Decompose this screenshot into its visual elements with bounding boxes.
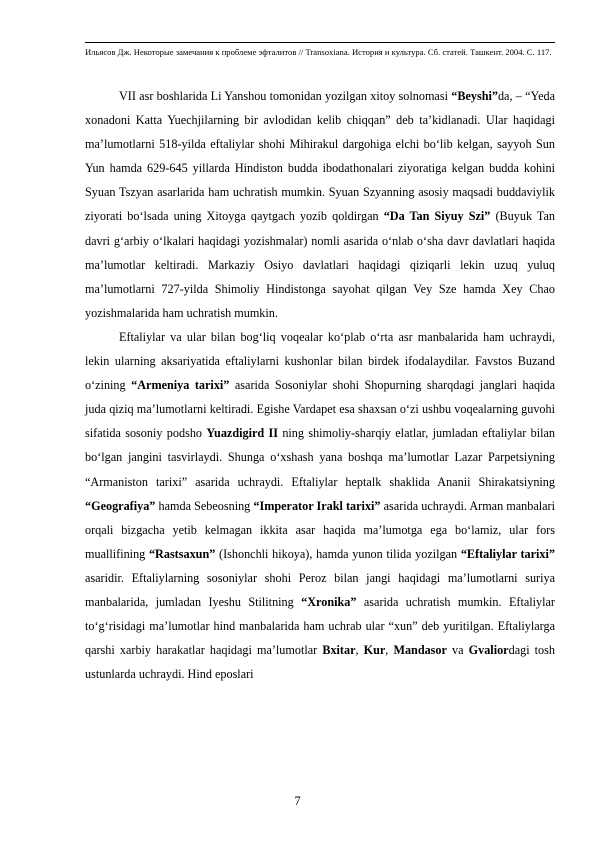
text-run: , bbox=[385, 643, 394, 658]
text-run: (Buyuk Tan davri gʻarbiy oʻlkalari haqidagi yozishmalar) nomli asarida oʻnlab oʻsha davr davlatlari haqida maʼlumotlar keltiradi. Markaziy Osiyo davlatlari haqidagi qiziqarli lekin uzuq yuluq maʼlumotlarni 727-yilda Shimoliy Hindistonga sayohat qilgan Vey Sze hamda Xey Chao yozishmalarida ham uchratish mumkin. bbox=[85, 209, 555, 320]
bold-run: Bxitar bbox=[322, 643, 356, 658]
bold-run: “Da Tan Siyuy Szi” bbox=[383, 209, 491, 224]
bold-run: “Armeniya tarixi” bbox=[131, 378, 230, 393]
text-run: va bbox=[446, 643, 469, 658]
text-run: da, – “Yeda xonadoni Katta Yuechjilarning bir avlodidan kelib chiqqan” deb taʼkidlanadi. Ular haqidagi maʼlumotlarni 518-yilda eftaliylar shohi Mihirakul dargohiga elchi boʻlib kelgan, sayyoh Sun Yun hamda 629-645 yillarda Hindiston budda ibodathonalari ziyoratiga kelgan budda kohini Syuan Tszyan asarlarida ham uchratish mumkin. Syuan Szyanning asosiy maqsadi buddaviylik ziyorati boʻlsada uning Xitoyga qaytgach yozib qoldirgan bbox=[85, 89, 555, 224]
text-run: asarida uchratish mumkin. Eftaliylar toʻgʻrisidagi maʼlumotlar hind manbalarida ham uchrab ular “xun” deb yuritilgan. Eftaliylarga qarshi xarbiy harakatlar haqidagi maʼlumotlar bbox=[85, 594, 555, 658]
text-run: asaridir. Eftaliylarning sosoniylar shohi Peroz bilan jangi haqidagi maʼlumotlarni suriya manbalarida, jumladan Iyeshu Stilitning bbox=[85, 570, 555, 609]
bold-run: Kur bbox=[363, 643, 386, 658]
bold-run: “Beyshi” bbox=[451, 89, 498, 103]
page-number: 7 bbox=[294, 794, 301, 808]
footnote-separator bbox=[85, 42, 555, 43]
text-run: asarida uchraydi. Arman manbalari orqali bizgacha yetib kelmagan ikkita asar haqida maʼlumotga ega boʻlamiz, ular fors muallifining bbox=[85, 498, 556, 561]
bold-run: Mandasor bbox=[393, 643, 447, 658]
bold-run: “Eftaliylar tarixi” bbox=[460, 546, 555, 561]
text-run: ning shimoliy-sharqiy elatlar, jumladan eftaliylar bilan boʻlgan jangini tasvirlaydi. Shunga oʻxshash yana boshqa maʼlumotlar Lazar Parpetsiyning “Armaniston tarixi” asarida uchraydi. Eftaliylar heptalk shaklida Ananii Shirakatsiyning bbox=[85, 426, 555, 489]
paragraph-1 bbox=[85, 84, 555, 325]
bold-run: Yuazdigird II bbox=[206, 426, 278, 441]
text-run: (Ishonchli hikoya), hamda yunon tilida yozilgan bbox=[215, 546, 461, 561]
main-text bbox=[85, 84, 555, 686]
text-run: hamda Sebeosning bbox=[155, 498, 254, 513]
bold-run: Gvalior bbox=[468, 643, 509, 658]
bold-run: “Imperator Irakl tarixi” bbox=[253, 498, 381, 513]
bold-run: “Rastsaxun” bbox=[148, 546, 216, 561]
text-run: asarida Sosoniylar shohi Shopurning sharqdagi janglari haqida juda qiziq maʼlumotlarni keltiradi. Egishe Vardapet esa shaxsan oʻzi ushbu voqealarning guvohi sifatida sosoniy podsho bbox=[85, 378, 555, 441]
text-run: dagi tosh ustunlarda uchraydi. Hind eposlari bbox=[85, 643, 555, 682]
paragraph-2 bbox=[85, 325, 555, 686]
text-run: , bbox=[355, 643, 364, 658]
bold-run: “Xronika” bbox=[301, 594, 357, 609]
text-run: Eftaliylar va ular bilan bogʻliq voqealar koʻplab oʻrta asr manbalarida ham uchraydi, lekin ularning aksariyatida eftaliylarni kushonlar bilan birdek ifodalaydilar. Favstos Buzand oʻzining bbox=[85, 329, 555, 393]
bold-run: “Geografiya” bbox=[85, 498, 156, 513]
footnote: Ильясов Дж. Некоторые замечания к проблеме эфталитов // Transoxiana. История и культура. Сб. статей. Ташкент. 2004. С. 117. bbox=[85, 47, 552, 57]
text-run: VII asr boshlarida Li Yanshou tomonidan yozilgan xitoy solnomasi bbox=[119, 89, 452, 103]
